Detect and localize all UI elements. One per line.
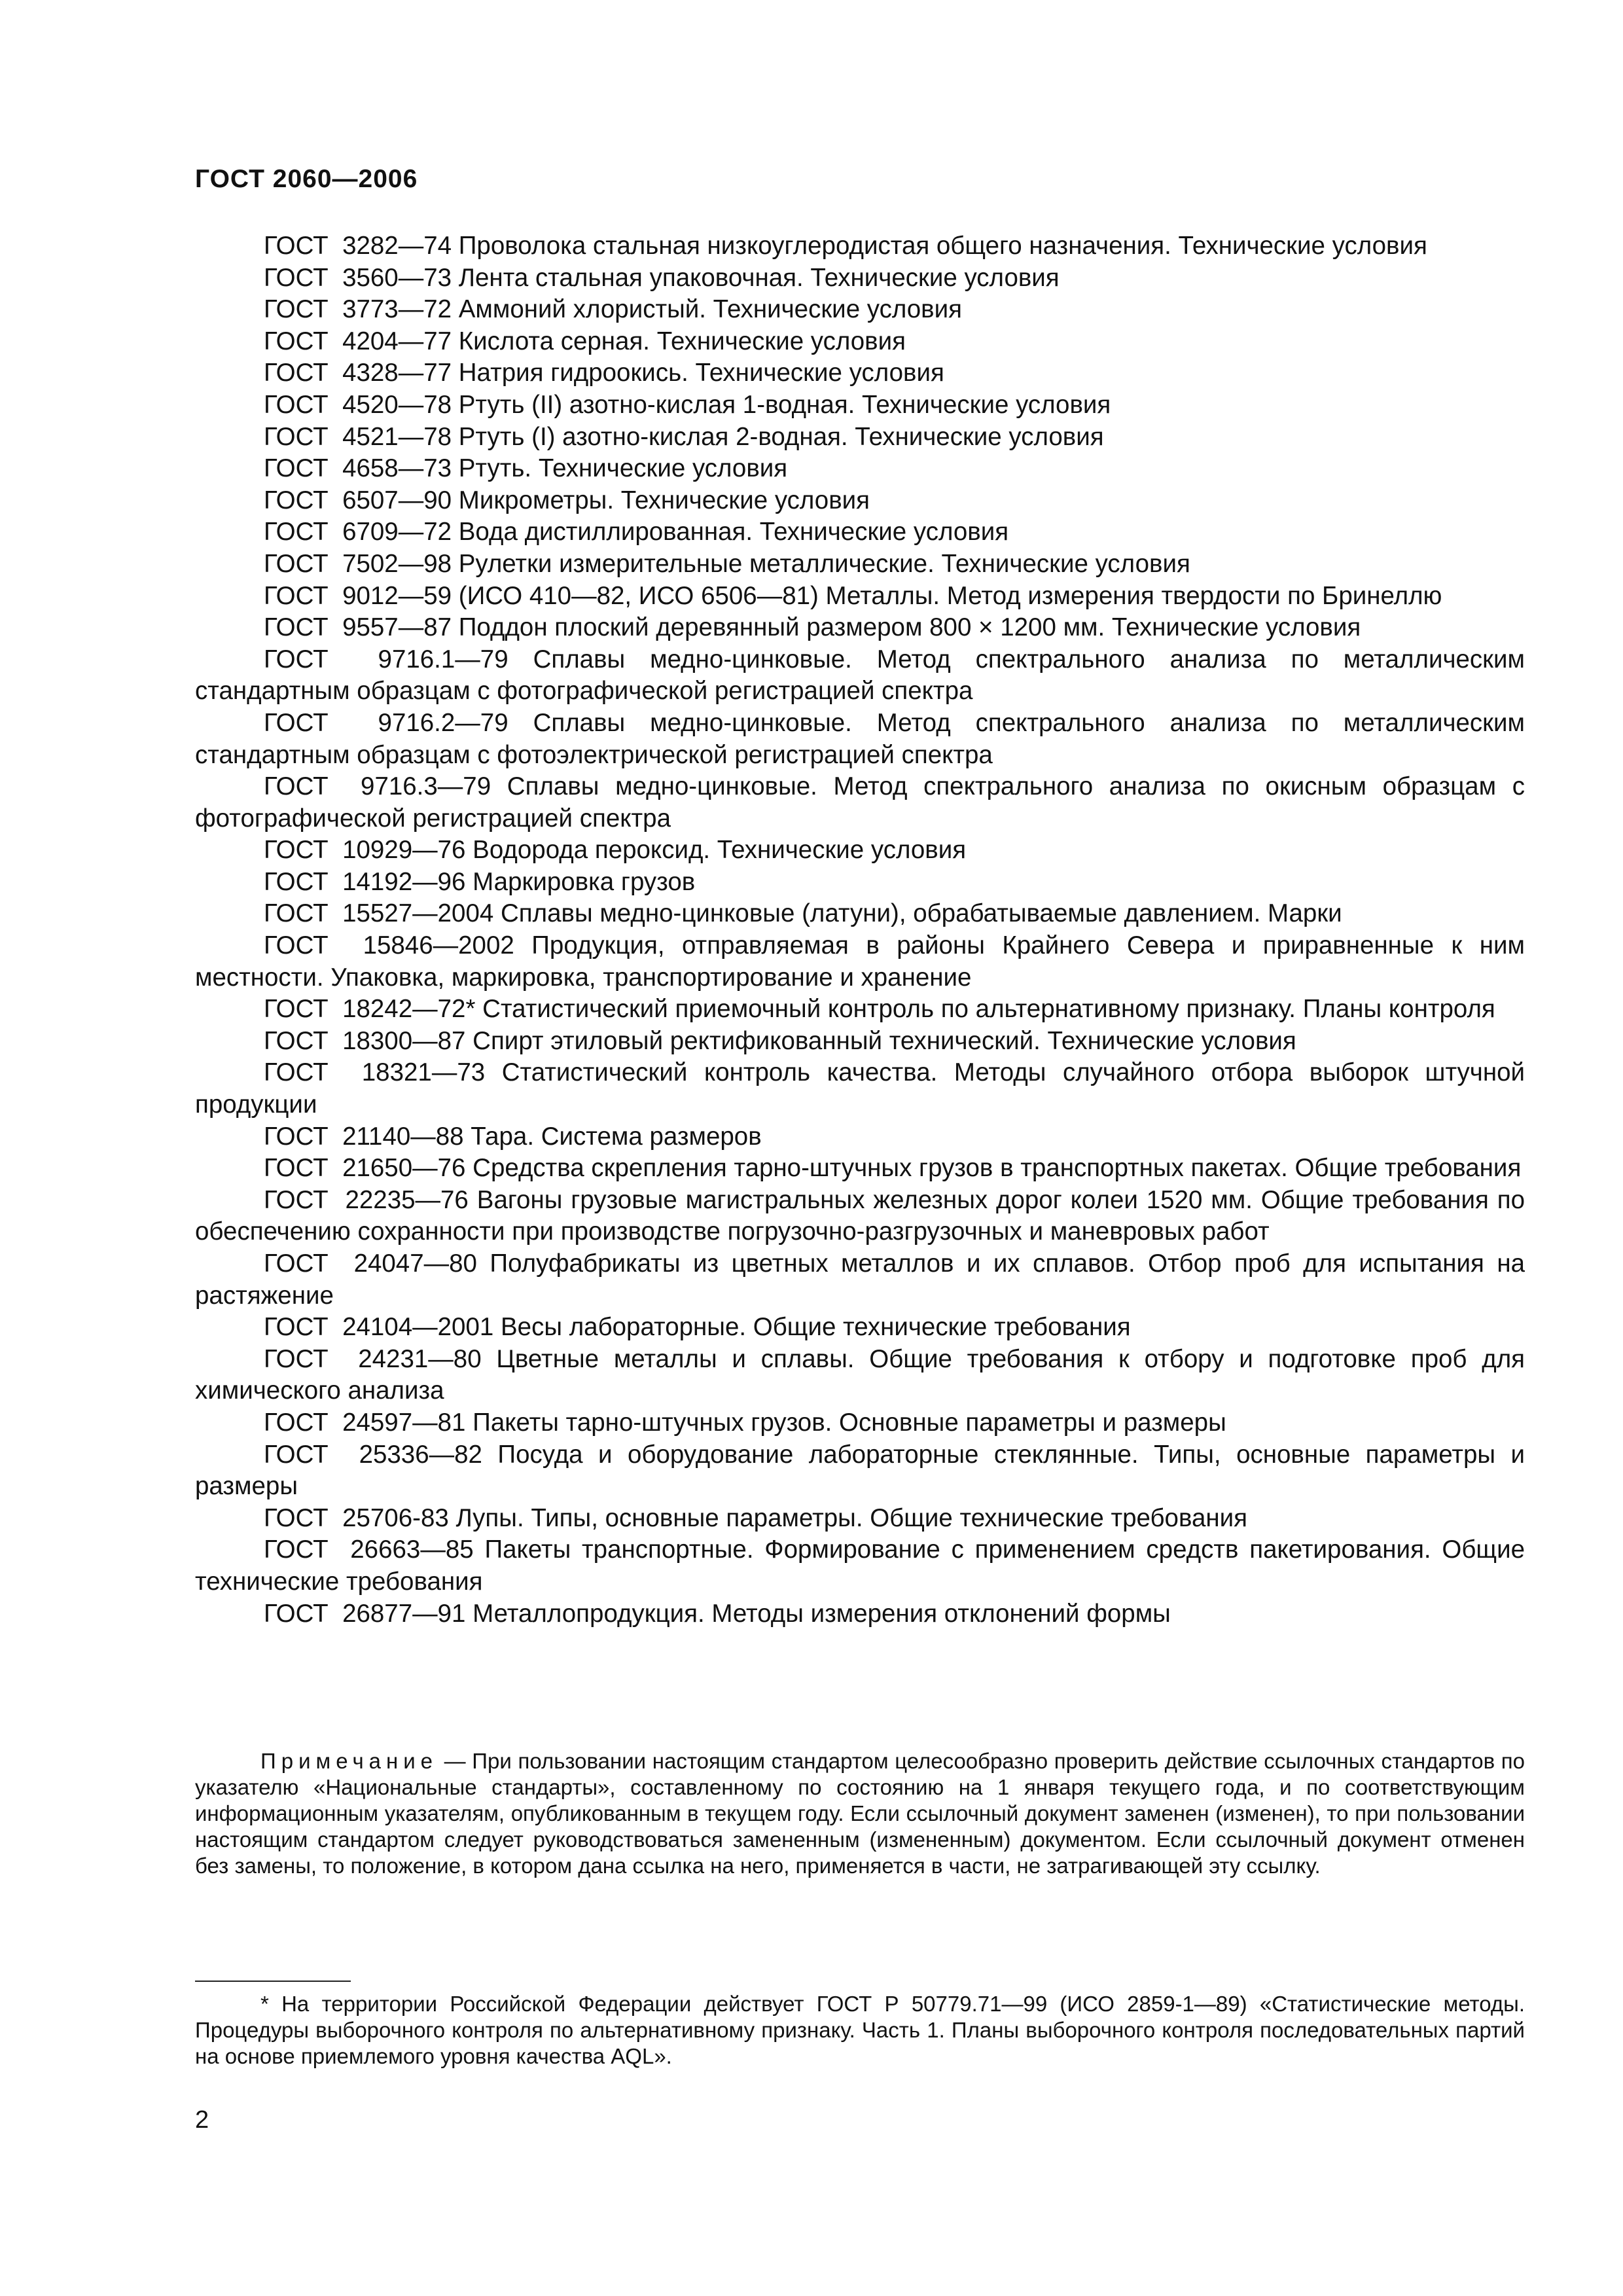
reference-item	[195, 898, 1525, 930]
reference-code: ГОСТ 24231—80	[264, 1344, 482, 1373]
normative-references-list	[195, 230, 1525, 1630]
reference-code: ГОСТ 4521—78	[264, 422, 452, 451]
reference-item	[195, 1026, 1525, 1058]
reference-title: Посуда и оборудование лабораторные стеклянные. Типы, основные параметры и размеры	[195, 1440, 1525, 1501]
reference-code: ГОСТ 24047—80	[264, 1249, 477, 1278]
reference-title: Пакеты тарно-штучных грузов. Основные параметры и размеры	[473, 1408, 1226, 1437]
reference-code: ГОСТ 14192—96	[264, 867, 466, 896]
reference-item	[195, 1121, 1525, 1153]
reference-title: Лента стальная упаковочная. Технические условия	[458, 263, 1060, 292]
reference-item	[195, 485, 1525, 517]
reference-item	[195, 644, 1525, 708]
reference-item	[195, 708, 1525, 771]
reference-item	[195, 1503, 1525, 1535]
reference-item	[195, 294, 1525, 326]
reference-title: Маркировка грузов	[473, 867, 696, 896]
reference-item	[195, 612, 1525, 644]
reference-title: Сплавы медно-цинковые (латуни), обрабатываемые давлением. Марки	[500, 899, 1342, 928]
reference-item	[195, 867, 1525, 899]
reference-title: Натрия гидроокись. Технические условия	[458, 359, 944, 387]
reference-code: ГОСТ 4658—73	[264, 454, 452, 483]
reference-code: ГОСТ 26663—85	[264, 1535, 474, 1564]
reference-code: ГОСТ 9716.3—79	[264, 772, 491, 801]
reference-item	[195, 422, 1525, 454]
footnote-divider	[195, 1981, 351, 1982]
reference-item	[195, 357, 1525, 389]
reference-title: Аммоний хлористый. Технические условия	[458, 295, 962, 324]
reference-code: ГОСТ 10929—76	[264, 836, 466, 865]
reference-title: Продукция, отправляемая в районы Крайнего Севера и приравненные к ним местности. Упаковка, маркировка, транспортирование и хранение	[195, 931, 1525, 992]
reference-item	[195, 1344, 1525, 1407]
reference-code: ГОСТ 24597—81	[264, 1408, 466, 1437]
note-text: — При пользовании настоящим стандартом целесообразно проверить действие ссылочных стандартов по указателю «Национальные стандарты», составленному по состоянию на 1 января текущего года, и по соответствующим информационным указателям, опубликованным в текущем году. Если ссылочный документ заменен (изменен), то при пользовании настоящим стандартом следует руководствоваться замененным (измененным) документом. Если ссылочный документ отменен без замены, то положение, в котором дана ссылка на него, применяется в части, не затрагивающей эту ссылку.	[195, 1749, 1525, 1878]
reference-item	[195, 1312, 1525, 1344]
reference-item	[195, 326, 1525, 358]
reference-code: ГОСТ 18242—72*	[264, 995, 476, 1024]
reference-code: ГОСТ 25706-83	[264, 1503, 449, 1532]
reference-code: ГОСТ 9012—59	[264, 581, 452, 610]
reference-item	[195, 994, 1525, 1026]
reference-title: Водорода пероксид. Технические условия	[473, 836, 967, 865]
footnote: * На территории Российской Федерации действует ГОСТ Р 50779.71—99 (ИСО 2859-1—89) «Статистические методы. Процедуры выборочного контроля по альтернативному признаку. Часть 1. Планы выборочного контроля последовательных партий на основе приемлемого уровня качества AQL».	[195, 1992, 1525, 2068]
reference-code: ГОСТ 6507—90	[264, 486, 452, 514]
reference-code: ГОСТ 24104—2001	[264, 1313, 494, 1342]
reference-code: ГОСТ 21140—88	[264, 1122, 464, 1151]
reference-title: Сплавы медно-цинковые. Метод спектрального анализа по окисным образцам с фотографической регистрацией спектра	[195, 772, 1525, 833]
reference-code: ГОСТ 4204—77	[264, 327, 452, 355]
reference-title: Поддон плоский деревянный размером 800 × 1200 мм. Технические условия	[458, 613, 1361, 642]
reference-item	[195, 1185, 1525, 1248]
reference-item	[195, 389, 1525, 422]
reference-item	[195, 1407, 1525, 1439]
reference-item	[195, 548, 1525, 581]
reference-title: Вода дистиллированная. Технические условия	[458, 518, 1009, 547]
reference-code: ГОСТ 18321—73	[264, 1058, 486, 1087]
reference-title: Тара. Система размеров	[471, 1122, 762, 1151]
reference-code: ГОСТ 3560—73	[264, 263, 452, 292]
reference-title: Средства скрепления тарно-штучных грузов в транспортных пакетах. Общие требования	[473, 1154, 1522, 1183]
reference-code: ГОСТ 4520—78	[264, 390, 452, 419]
reference-title: Весы лабораторные. Общие технические требования	[500, 1313, 1131, 1342]
note-label: Примечание	[260, 1749, 438, 1773]
reference-item	[195, 516, 1525, 548]
reference-title: Вагоны грузовые магистральных железных дорог колеи 1520 мм. Общие требования по обеспечению сохранности при производстве погрузочно-разгрузочных и маневровых работ	[195, 1185, 1525, 1246]
reference-item	[195, 230, 1525, 262]
reference-title: Сплавы медно-цинковые. Метод спектрального анализа по металлическим стандартным образцам с фотографической регистрацией спектра	[195, 645, 1525, 706]
reference-title: Статистический контроль качества. Методы случайного отбора выборок штучной продукции	[195, 1058, 1525, 1119]
page-number: 2	[195, 2106, 209, 2134]
reference-code: ГОСТ 18300—87	[264, 1026, 466, 1055]
reference-title: Ртуть (II) азотно-кислая 1-водная. Технические условия	[458, 390, 1111, 419]
reference-title: Проволока стальная низкоуглеродистая общего назначения. Технические условия	[458, 232, 1427, 260]
reference-title: Цветные металлы и сплавы. Общие требования к отбору и подготовке проб для химического анализа	[195, 1344, 1525, 1405]
reference-title: Кислота серная. Технические условия	[458, 327, 906, 355]
reference-code: ГОСТ 9716.1—79	[264, 645, 508, 673]
reference-title: Ртуть. Технические условия	[458, 454, 788, 483]
reference-code: ГОСТ 21650—76	[264, 1154, 466, 1183]
reference-item	[195, 1057, 1525, 1121]
reference-title: (ИСО 410—82, ИСО 6506—81) Металлы. Метод измерения твердости по Бринеллю	[458, 581, 1442, 610]
reference-item	[195, 453, 1525, 485]
reference-code: ГОСТ 15527—2004	[264, 899, 494, 928]
reference-title: Рулетки измерительные металлические. Технические условия	[458, 549, 1190, 578]
reference-code: ГОСТ 4328—77	[264, 359, 452, 387]
reference-title: Лупы. Типы, основные параметры. Общие технические требования	[455, 1503, 1248, 1532]
note-paragraph	[195, 1748, 1525, 1879]
reference-code: ГОСТ 3282—74	[264, 232, 452, 260]
reference-item	[195, 771, 1525, 834]
reference-title: Ртуть (I) азотно-кислая 2-водная. Технические условия	[458, 422, 1104, 451]
reference-code: ГОСТ 9716.2—79	[264, 708, 508, 737]
reference-code: ГОСТ 25336—82	[264, 1440, 482, 1469]
reference-title: Спирт этиловый ректификованный технический. Технические условия	[473, 1026, 1296, 1055]
reference-code: ГОСТ 7502—98	[264, 549, 452, 578]
reference-code: ГОСТ 15846—2002	[264, 931, 514, 960]
reference-code: ГОСТ 3773—72	[264, 295, 452, 324]
reference-item	[195, 1534, 1525, 1598]
page-header-title: ГОСТ 2060—2006	[195, 165, 418, 193]
reference-item	[195, 1153, 1525, 1185]
reference-code: ГОСТ 9557—87	[264, 613, 452, 642]
reference-code: ГОСТ 26877—91	[264, 1599, 466, 1628]
reference-code: ГОСТ 22235—76	[264, 1185, 469, 1214]
reference-code: ГОСТ 6709—72	[264, 518, 452, 547]
reference-title: Металлопродукция. Методы измерения отклонений формы	[473, 1599, 1171, 1628]
reference-title: Полуфабрикаты из цветных металлов и их сплавов. Отбор проб для испытания на растяжение	[195, 1249, 1525, 1310]
reference-item	[195, 930, 1525, 994]
reference-title: Микрометры. Технические условия	[458, 486, 870, 514]
reference-item	[195, 1439, 1525, 1503]
reference-title: Статистический приемочный контроль по альтернативному признаку. Планы контроля	[482, 995, 1495, 1024]
reference-item	[195, 1598, 1525, 1630]
reference-item	[195, 262, 1525, 295]
reference-item	[195, 834, 1525, 867]
reference-title: Пакеты транспортные. Формирование с применением средств пакетирования. Общие технические требования	[195, 1535, 1525, 1596]
reference-item	[195, 581, 1525, 613]
reference-item	[195, 1248, 1525, 1312]
reference-title: Сплавы медно-цинковые. Метод спектрального анализа по металлическим стандартным образцам с фотоэлектрической регистрацией спектра	[195, 708, 1525, 769]
